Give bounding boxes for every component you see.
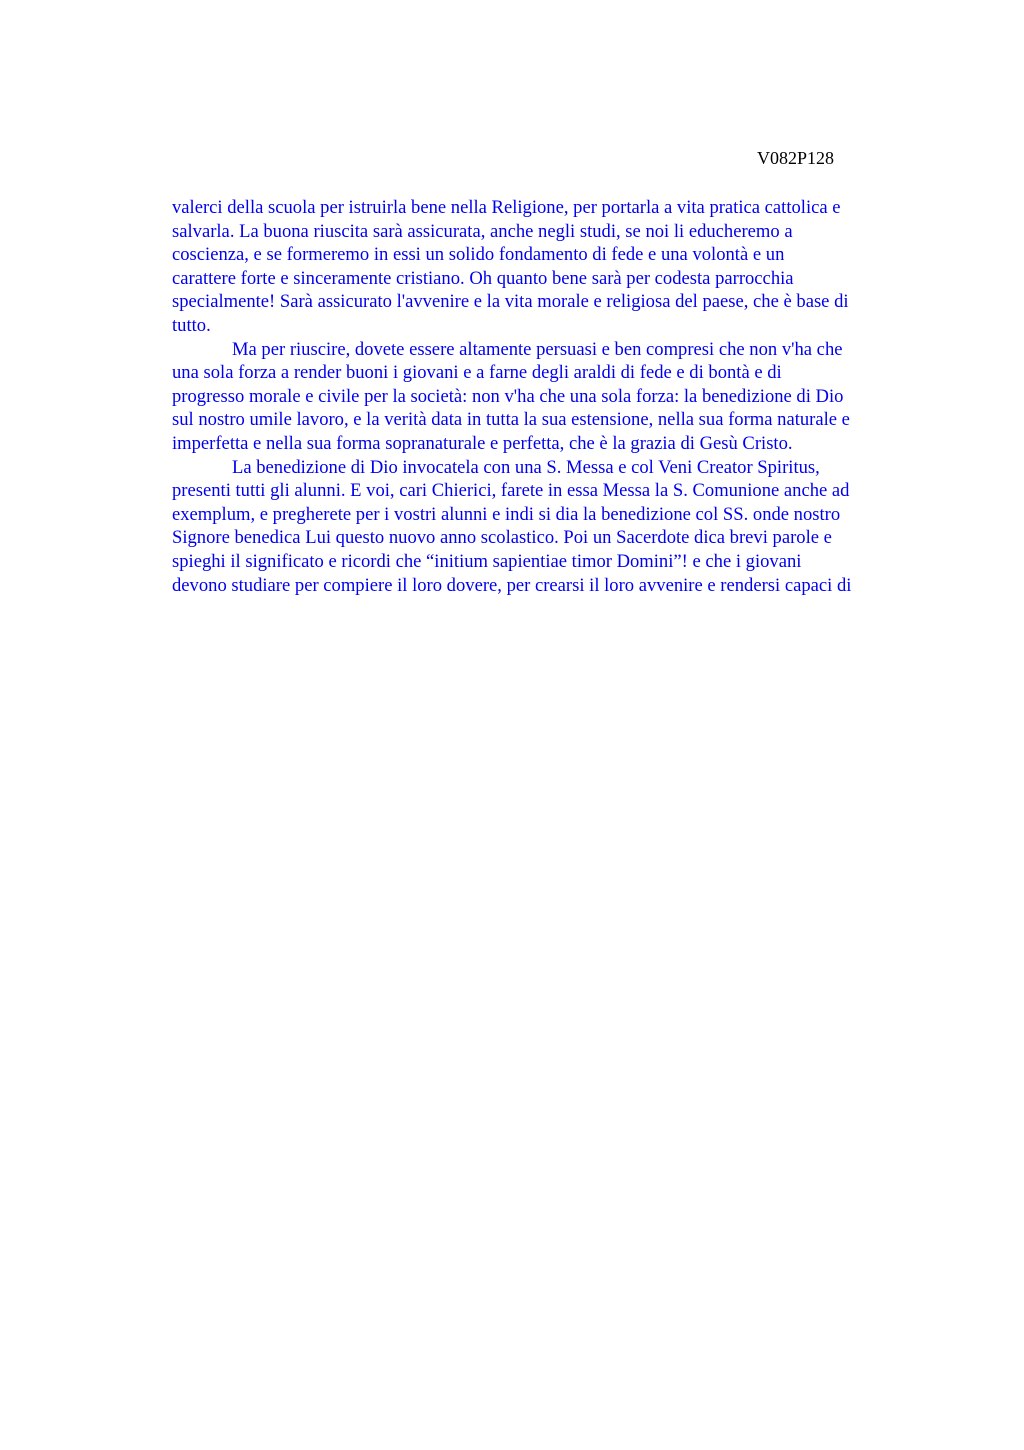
text-line: salvarla. La buona riuscita sarà assicurata, anche negli studi, se noi li educheremo a bbox=[172, 220, 793, 242]
text-line: sul nostro umile lavoro, e la verità data in tutta la sua estensione, nella sua forma naturale e bbox=[172, 409, 850, 431]
text-line: imperfetta e nella sua forma sopranaturale e perfetta, che è la grazia di Gesù Cristo. bbox=[172, 432, 793, 454]
paragraph-3 bbox=[172, 456, 942, 598]
paragraph-1 bbox=[172, 196, 942, 338]
body-text bbox=[172, 196, 942, 597]
paragraph-2 bbox=[172, 338, 942, 456]
text-line: progresso morale e civile per la società: non v'ha che una sola forza: la benedizione di Dio bbox=[172, 385, 844, 407]
text-line: specialmente! Sarà assicurato l'avvenire e la vita morale e religiosa del paese, che è base di bbox=[172, 291, 849, 313]
text-line-indented: Ma per riuscire, dovete essere altamente persuasi e ben compresi che non v'ha che bbox=[232, 338, 843, 360]
text-line: presenti tutti gli alunni. E voi, cari Chierici, farete in essa Messa la S. Comunione anche ad bbox=[172, 480, 850, 502]
text-line: una sola forza a render buoni i giovani e a farne degli araldi di fede e di bontà e di bbox=[172, 362, 782, 384]
text-line: spieghi il significato e ricordi che “initium sapientiae timor Domini”! e che i giovani bbox=[172, 550, 802, 572]
text-line: Signore benedica Lui questo nuovo anno scolastico. Poi un Sacerdote dica brevi parole e bbox=[172, 527, 832, 549]
text-line: tutto. bbox=[172, 314, 211, 336]
text-line: coscienza, e se formeremo in essi un solido fondamento di fede e una volontà e un bbox=[172, 244, 785, 266]
page-identifier: V082P128 bbox=[757, 148, 835, 168]
text-line: carattere forte e sinceramente cristiano. Oh quanto bene sarà per codesta parrocchia bbox=[172, 267, 794, 289]
text-line: valerci della scuola per istruirla bene nella Religione, per portarla a vita pratica cattolica e bbox=[172, 197, 841, 218]
text-line-indented: La benedizione di Dio invocatela con una S. Messa e col Veni Creator Spiritus, bbox=[232, 456, 820, 478]
text-line: exemplum, e pregherete per i vostri alunni e indi si dia la benedizione col SS. onde nostro bbox=[172, 503, 841, 525]
text-line: devono studiare per compiere il loro dovere, per crearsi il loro avvenire e rendersi capaci di bbox=[172, 574, 852, 596]
